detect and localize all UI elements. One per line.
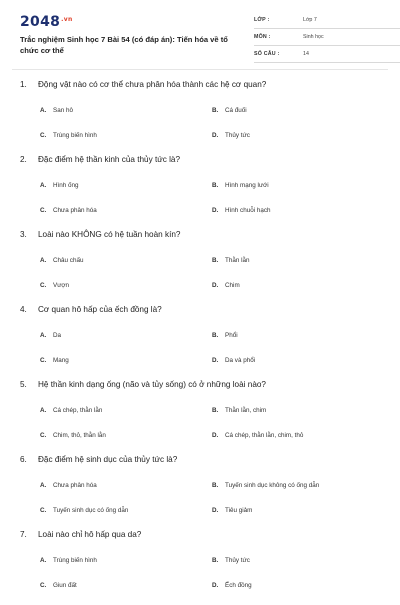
- option-text: Chim, thỏ, thằn lằn: [53, 432, 106, 439]
- question-list: [20, 80, 382, 605]
- question-stem: Hệ thần kinh dạng ống (não và tủy sống) có ở những loài nào?: [38, 380, 266, 389]
- document-header: [20, 12, 382, 68]
- option-letter: B.: [212, 332, 219, 339]
- question-number: 4.: [20, 305, 27, 314]
- option-letter: A.: [40, 107, 47, 114]
- option-text: Thằn lằn: [225, 257, 250, 264]
- option-d[interactable]: [212, 432, 303, 439]
- option-a[interactable]: [40, 407, 102, 414]
- question-5: [20, 380, 382, 455]
- option-a[interactable]: [40, 332, 61, 339]
- option-b[interactable]: [212, 107, 247, 114]
- question-text: [20, 230, 180, 239]
- logo-text: 2048: [20, 14, 61, 30]
- option-b[interactable]: [212, 557, 250, 564]
- option-letter: C.: [40, 357, 47, 364]
- document-meta: [254, 14, 400, 65]
- option-text: Tiêu giảm: [225, 507, 253, 514]
- meta-row-question-count: [254, 48, 400, 63]
- option-a[interactable]: [40, 257, 83, 264]
- option-text: Thằn lằn, chim: [225, 407, 267, 414]
- option-b[interactable]: [212, 257, 250, 264]
- option-letter: D.: [212, 582, 219, 589]
- option-d[interactable]: [212, 282, 240, 289]
- question-number: 1.: [20, 80, 27, 89]
- option-letter: C.: [40, 282, 47, 289]
- option-text: Giun đất: [53, 582, 77, 589]
- option-letter: D.: [212, 207, 219, 214]
- option-text: Cá chép, thằn lằn, chim, thỏ: [225, 432, 304, 439]
- option-c[interactable]: [40, 132, 97, 139]
- option-letter: A.: [40, 332, 47, 339]
- option-letter: B.: [212, 257, 219, 264]
- meta-row-subject: [254, 31, 400, 46]
- question-stem: Loài nào chỉ hô hấp qua da?: [38, 530, 142, 539]
- option-letter: B.: [212, 182, 219, 189]
- option-text: Ếch đồng: [225, 582, 252, 589]
- meta-label-question-count: SỐ CÂU :: [254, 51, 280, 57]
- option-text: Trùng biến hình: [53, 132, 97, 139]
- question-text: [20, 530, 141, 539]
- option-letter: D.: [212, 357, 219, 364]
- option-a[interactable]: [40, 557, 97, 564]
- option-letter: D.: [212, 432, 219, 439]
- option-text: Chim: [225, 282, 240, 289]
- option-letter: D.: [212, 507, 219, 514]
- meta-value-question-count: 14: [303, 51, 309, 57]
- question-7: [20, 530, 382, 605]
- option-letter: B.: [212, 407, 219, 414]
- question-stem: Đặc điểm hệ thần kinh của thủy tức là?: [38, 155, 181, 164]
- option-c[interactable]: [40, 282, 69, 289]
- option-c[interactable]: [40, 357, 69, 364]
- meta-value-class: Lớp 7: [303, 17, 317, 23]
- option-c[interactable]: [40, 432, 106, 439]
- question-stem: Động vật nào có cơ thể chưa phân hóa thành các hệ cơ quan?: [38, 80, 267, 89]
- option-letter: D.: [212, 132, 219, 139]
- question-1: [20, 80, 382, 155]
- logo-domain: .vn: [61, 16, 73, 23]
- option-letter: A.: [40, 482, 47, 489]
- question-number: 2.: [20, 155, 27, 164]
- option-a[interactable]: [40, 482, 97, 489]
- option-letter: B.: [212, 482, 219, 489]
- question-text: [20, 80, 266, 89]
- option-letter: A.: [40, 182, 47, 189]
- option-letter: C.: [40, 207, 47, 214]
- option-c[interactable]: [40, 507, 128, 514]
- meta-value-subject: Sinh học: [303, 34, 324, 40]
- question-number: 7.: [20, 530, 27, 539]
- option-letter: A.: [40, 257, 47, 264]
- option-letter: C.: [40, 132, 47, 139]
- question-6: [20, 455, 382, 530]
- meta-label-class: LỚP :: [254, 17, 270, 23]
- option-b[interactable]: [212, 407, 266, 414]
- option-text: Hình mạng lưới: [225, 182, 269, 189]
- question-text: [20, 380, 266, 389]
- question-text: [20, 155, 180, 164]
- option-text: Cá chép, thằn lằn: [53, 407, 103, 414]
- question-2: [20, 155, 382, 230]
- option-text: Tuyến sinh dục không có ống dẫn: [225, 482, 320, 489]
- option-text: Da và phổi: [225, 357, 256, 364]
- option-text: Da: [53, 332, 62, 339]
- question-text: [20, 455, 177, 464]
- meta-label-subject: MÔN :: [254, 34, 271, 40]
- option-b[interactable]: [212, 332, 238, 339]
- option-letter: B.: [212, 107, 219, 114]
- option-text: Cá đuối: [225, 107, 247, 114]
- question-number: 5.: [20, 380, 27, 389]
- option-letter: C.: [40, 507, 47, 514]
- question-stem: Đặc điểm hệ sinh dục của thủy tức là?: [38, 455, 178, 464]
- option-text: Vượn: [53, 282, 70, 289]
- option-d[interactable]: [212, 582, 252, 589]
- option-text: Mang: [53, 357, 69, 364]
- option-letter: B.: [212, 557, 219, 564]
- option-d[interactable]: [212, 357, 255, 364]
- document-title: Trắc nghiệm Sinh học 7 Bài 54 (có đáp án): Tiến hóa về tổ chức cơ thể: [20, 35, 228, 55]
- question-number: 6.: [20, 455, 27, 464]
- option-d[interactable]: [212, 507, 252, 514]
- question-stem: Cơ quan hô hấp của ếch đồng là?: [38, 305, 162, 314]
- question-number: 3.: [20, 230, 27, 239]
- site-logo[interactable]: [20, 14, 73, 30]
- option-text: Hình chuỗi hạch: [225, 207, 271, 214]
- header-divider: [12, 69, 388, 70]
- option-letter: C.: [40, 432, 47, 439]
- option-text: Hình ống: [53, 182, 79, 189]
- option-d[interactable]: [212, 207, 271, 214]
- option-text: Trùng biến hình: [53, 557, 97, 564]
- option-text: Thủy tức: [225, 557, 250, 564]
- question-3: [20, 230, 382, 305]
- option-text: San hô: [53, 107, 73, 114]
- option-letter: A.: [40, 407, 47, 414]
- option-text: Chưa phân hóa: [53, 482, 97, 489]
- meta-row-class: [254, 14, 400, 29]
- option-text: Tuyến sinh dục có ống dẫn: [53, 507, 129, 514]
- option-c[interactable]: [40, 207, 97, 214]
- option-a[interactable]: [40, 182, 79, 189]
- question-stem: Loài nào KHÔNG có hệ tuần hoàn kín?: [38, 230, 181, 239]
- option-text: Châu chấu: [53, 257, 84, 264]
- question-4: [20, 305, 382, 380]
- option-letter: D.: [212, 282, 219, 289]
- question-text: [20, 305, 162, 314]
- option-c[interactable]: [40, 582, 77, 589]
- option-a[interactable]: [40, 107, 73, 114]
- option-text: Phổi: [225, 332, 238, 339]
- option-letter: C.: [40, 582, 47, 589]
- option-text: Chưa phân hóa: [53, 207, 97, 214]
- option-b[interactable]: [212, 182, 269, 189]
- option-letter: A.: [40, 557, 47, 564]
- option-text: Thủy tức: [225, 132, 250, 139]
- option-b[interactable]: [212, 482, 319, 489]
- option-d[interactable]: [212, 132, 250, 139]
